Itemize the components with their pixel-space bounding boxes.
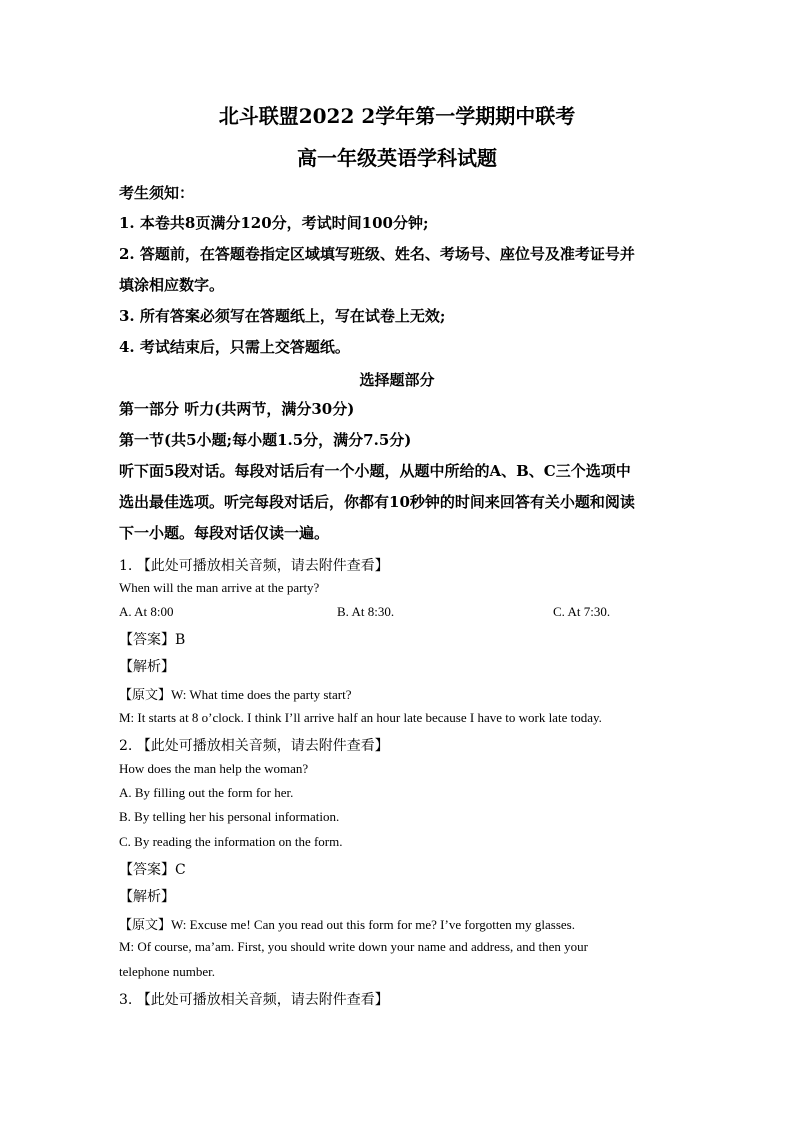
notice-item-4: 4. 考试结束后，只需上交答题纸。 — [119, 338, 350, 356]
notice-item-2-cont: 填涂相应数字。 — [119, 276, 225, 294]
q2-analysis: 【解析】 — [119, 889, 175, 905]
q2-option-c: C. By reading the information on the form. — [119, 834, 343, 849]
q2-option-b: B. By telling her his personal information. — [119, 809, 340, 824]
q2-script-m-line-1: M: Of course, ma’am. First, you should write down your name and address, and then your — [119, 939, 588, 954]
q1-script-m: M: It starts at 8 o’clock. I think I’ll arrive half an hour late because I have to work late today. — [119, 710, 602, 725]
q2-answer: 【答案】C — [119, 862, 186, 878]
section-one-heading: 第一节(共5小题;每小题1.5分，满分7.5分) — [119, 431, 412, 449]
notice-item-3: 3. 所有答案必须写在答题纸上，写在试卷上无效; — [119, 307, 446, 325]
instructions-line-1: 听下面5段对话。每段对话后有一个小题，从题中所给的A、B、C三个选项中 — [119, 462, 631, 480]
notice-item-2: 2. 答题前，在答题卷指定区域填写班级、姓名、考场号、座位号及准考证号并 — [119, 245, 635, 263]
q1-script-w: 【原文】W: What time does the party start? — [119, 687, 352, 702]
q1-option-b: B. At 8:30. — [337, 604, 395, 619]
notice-heading: 考生须知： — [119, 184, 195, 202]
exam-subtitle: 高一年级英语学科试题 — [297, 146, 497, 170]
q2-question: How does the man help the woman? — [119, 761, 309, 776]
instructions-line-3: 下一小题。每段对话仅读一遍。 — [119, 524, 330, 542]
q3-audio-note: 3. 【此处可播放相关音频，请去附件查看】 — [119, 992, 389, 1008]
q2-script-w: 【原文】W: Excuse me! Can you read out this form for me? I’ve forgotten my glasses. — [119, 917, 575, 932]
q1-option-c: C. At 7:30. — [553, 604, 611, 619]
q1-audio-note: 1. 【此处可播放相关音频，请去附件查看】 — [119, 558, 389, 574]
q1-question: When will the man arrive at the party? — [119, 580, 320, 595]
q1-answer: 【答案】B — [119, 632, 186, 648]
q1-option-a: A. At 8:00 — [119, 604, 174, 619]
q2-audio-note: 2. 【此处可播放相关音频，请去附件查看】 — [119, 738, 389, 754]
q2-option-a: A. By filling out the form for her. — [119, 785, 294, 800]
notice-item-1: 1. 本卷共8页满分120分，考试时间100分钟; — [119, 214, 429, 232]
q1-analysis: 【解析】 — [119, 659, 175, 675]
q2-script-m-line-2: telephone number. — [119, 964, 216, 979]
exam-title: 北斗联盟2022 2学年第一学期期中联考 — [218, 104, 576, 128]
section-title: 选择题部分 — [359, 371, 435, 389]
instructions-line-2: 选出最佳选项。听完每段对话后，你都有10秒钟的时间来回答有关小题和阅读 — [119, 493, 635, 511]
part-one-heading: 第一部分 听力(共两节，满分30分) — [119, 400, 355, 418]
